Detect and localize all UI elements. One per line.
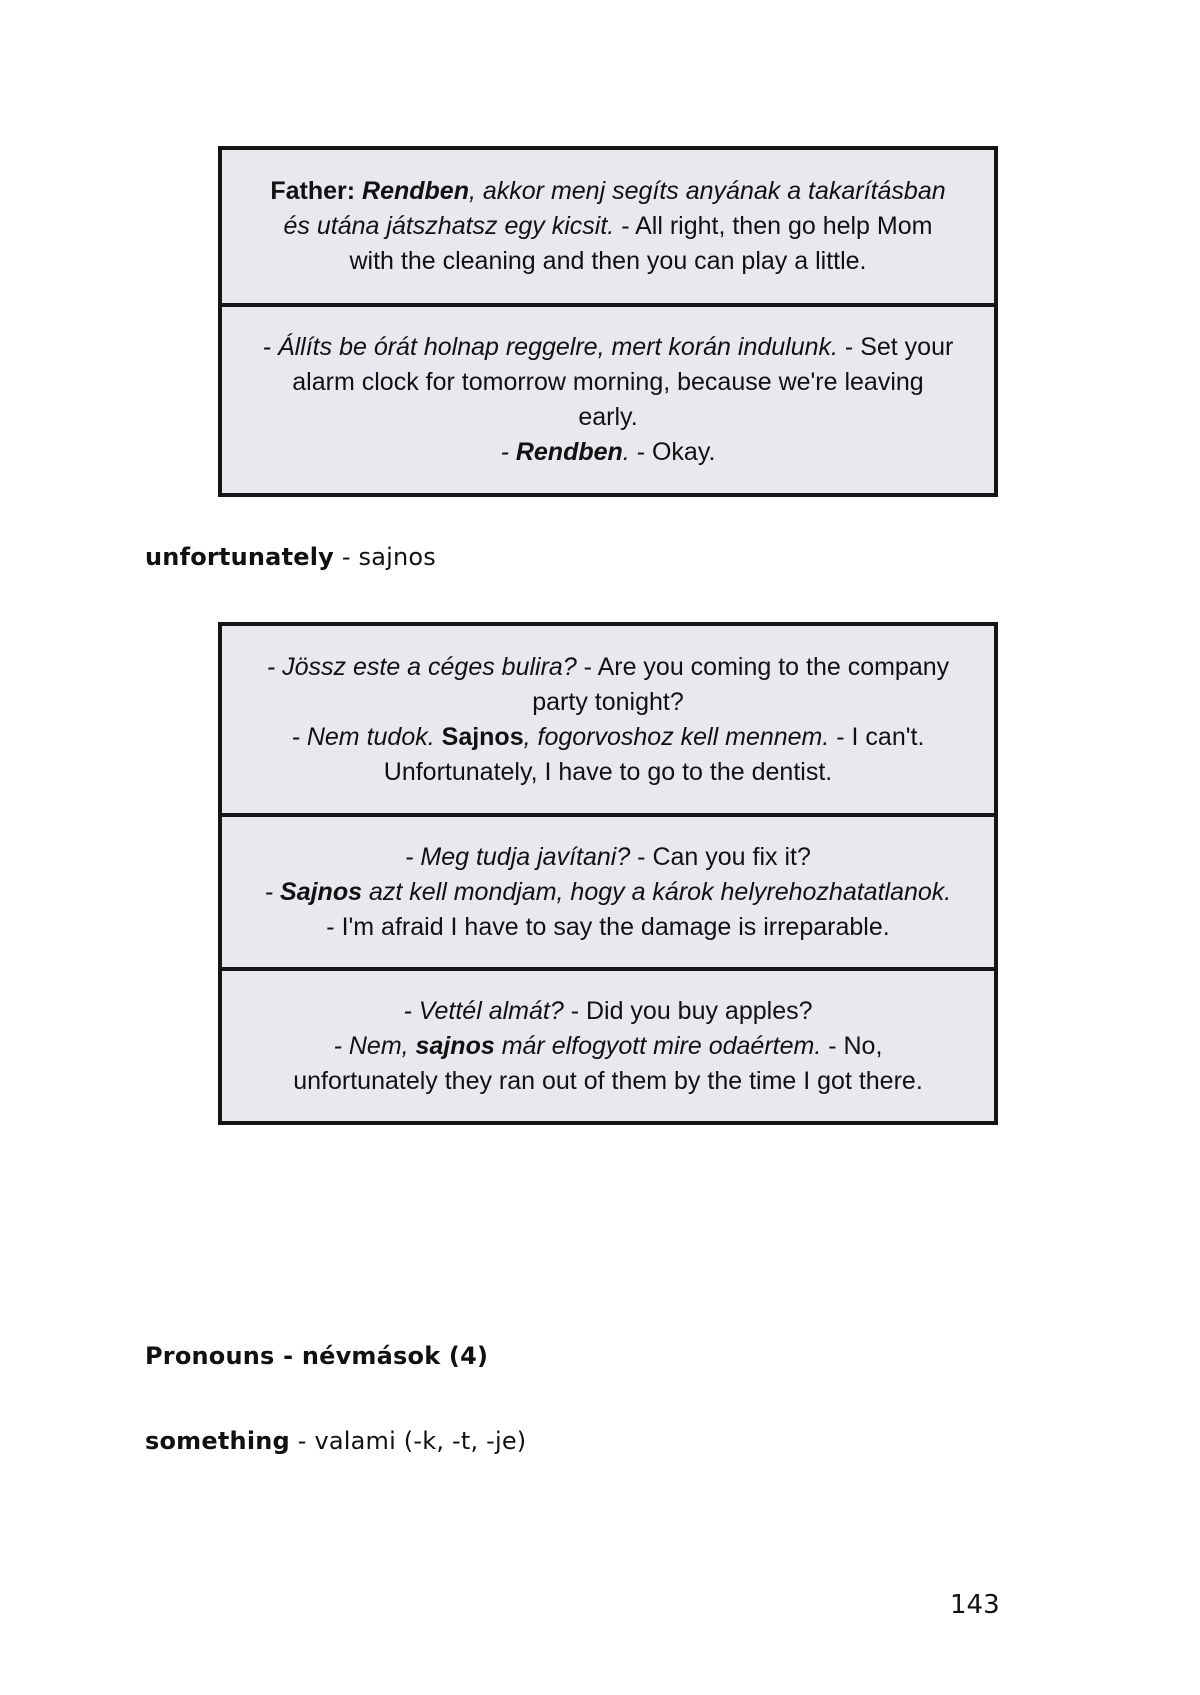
keyword: Rendben <box>362 177 469 205</box>
hungarian-text: - <box>264 877 281 906</box>
dialogue-line <box>236 650 980 685</box>
page-number: 143 <box>950 1590 1000 1620</box>
hungarian-text: , akkor menj segíts anyának a takarításban <box>468 177 946 205</box>
english-text: early. <box>578 403 638 431</box>
english-text: - Can you fix it? <box>630 842 811 871</box>
hungarian-text: - Vettél almát? <box>403 996 564 1025</box>
vocab-term: something <box>145 1427 290 1455</box>
dialogue-line <box>236 875 980 910</box>
hungarian-text: - Meg tudja javítani? <box>405 842 631 871</box>
hungarian-text: - Jössz este a céges bulira? <box>266 652 577 681</box>
dialogue-box-sajnos <box>218 622 998 1125</box>
keyword: sajnos <box>415 1031 495 1060</box>
english-text: - I'm afraid I have to say the damage is irreparable. <box>326 912 890 941</box>
dialogue-cell-father <box>222 150 994 303</box>
english-text: - Did you buy apples? <box>563 996 813 1025</box>
hungarian-text: azt kell mondjam, hogy a károk helyrehozhatatlanok. <box>362 877 952 906</box>
english-text: - Okay. <box>629 438 716 466</box>
vocab-translation: - valami (-k, -t, -je) <box>289 1427 527 1455</box>
english-text: with the cleaning and then you can play a little. <box>349 247 867 275</box>
speaker-label: Father: <box>270 177 356 205</box>
dialogue-cell-party <box>222 626 994 813</box>
hungarian-text: és utána játszhatsz egy kicsit. <box>283 212 615 240</box>
keyword: Rendben <box>515 438 623 466</box>
dialogue-cell-apples <box>222 967 994 1121</box>
hungarian-text: - Állíts be órát holnap reggelre, mert korán indulunk. <box>262 333 838 361</box>
hungarian-text: , fogorvoshoz kell mennem. <box>523 722 830 751</box>
dialogue-cell-repair <box>222 813 994 967</box>
keyword: Sajnos <box>441 722 524 751</box>
english-text: - Set your <box>837 333 954 361</box>
dialogue-cell-alarm <box>222 303 994 493</box>
section-heading-pronouns <box>145 1342 488 1370</box>
english-text: party tonight? <box>532 687 684 716</box>
english-text: - All right, then go help Mom <box>614 212 933 240</box>
english-text: unfortunately they ran out of them by the time I got there. <box>293 1066 923 1095</box>
dialogue-line <box>236 209 980 244</box>
dialogue-line <box>236 994 980 1029</box>
dialogue-line <box>236 435 980 470</box>
english-text: alarm clock for tomorrow morning, because we're leaving <box>292 368 924 396</box>
hungarian-text: már elfogyott mire odaértem. <box>494 1031 822 1060</box>
hungarian-text: . <box>622 438 630 466</box>
keyword: Sajnos <box>280 877 363 906</box>
hungarian-text: - Nem, <box>333 1031 416 1060</box>
dialogue-line <box>236 174 980 209</box>
english-text: - I can't. <box>829 722 925 751</box>
english-text: - Are you coming to the company <box>576 652 950 681</box>
hungarian-text: - Nem tudok. <box>291 722 442 751</box>
vocab-term: unfortunately <box>145 543 334 571</box>
dialogue-box-rendben <box>218 146 998 497</box>
vocab-entry-something <box>145 1427 526 1455</box>
vocab-entry-unfortunately <box>145 543 436 571</box>
dialogue-line <box>236 840 980 875</box>
vocab-translation: - sajnos <box>334 543 436 571</box>
dialogue-line <box>236 720 980 755</box>
heading-text: Pronouns - névmások (4) <box>145 1342 489 1370</box>
dialogue-line <box>236 330 980 365</box>
english-text: - No, <box>821 1031 883 1060</box>
hungarian-text: - <box>500 438 516 466</box>
dialogue-line <box>236 1029 980 1064</box>
english-text: Unfortunately, I have to go to the dentist. <box>383 757 833 786</box>
